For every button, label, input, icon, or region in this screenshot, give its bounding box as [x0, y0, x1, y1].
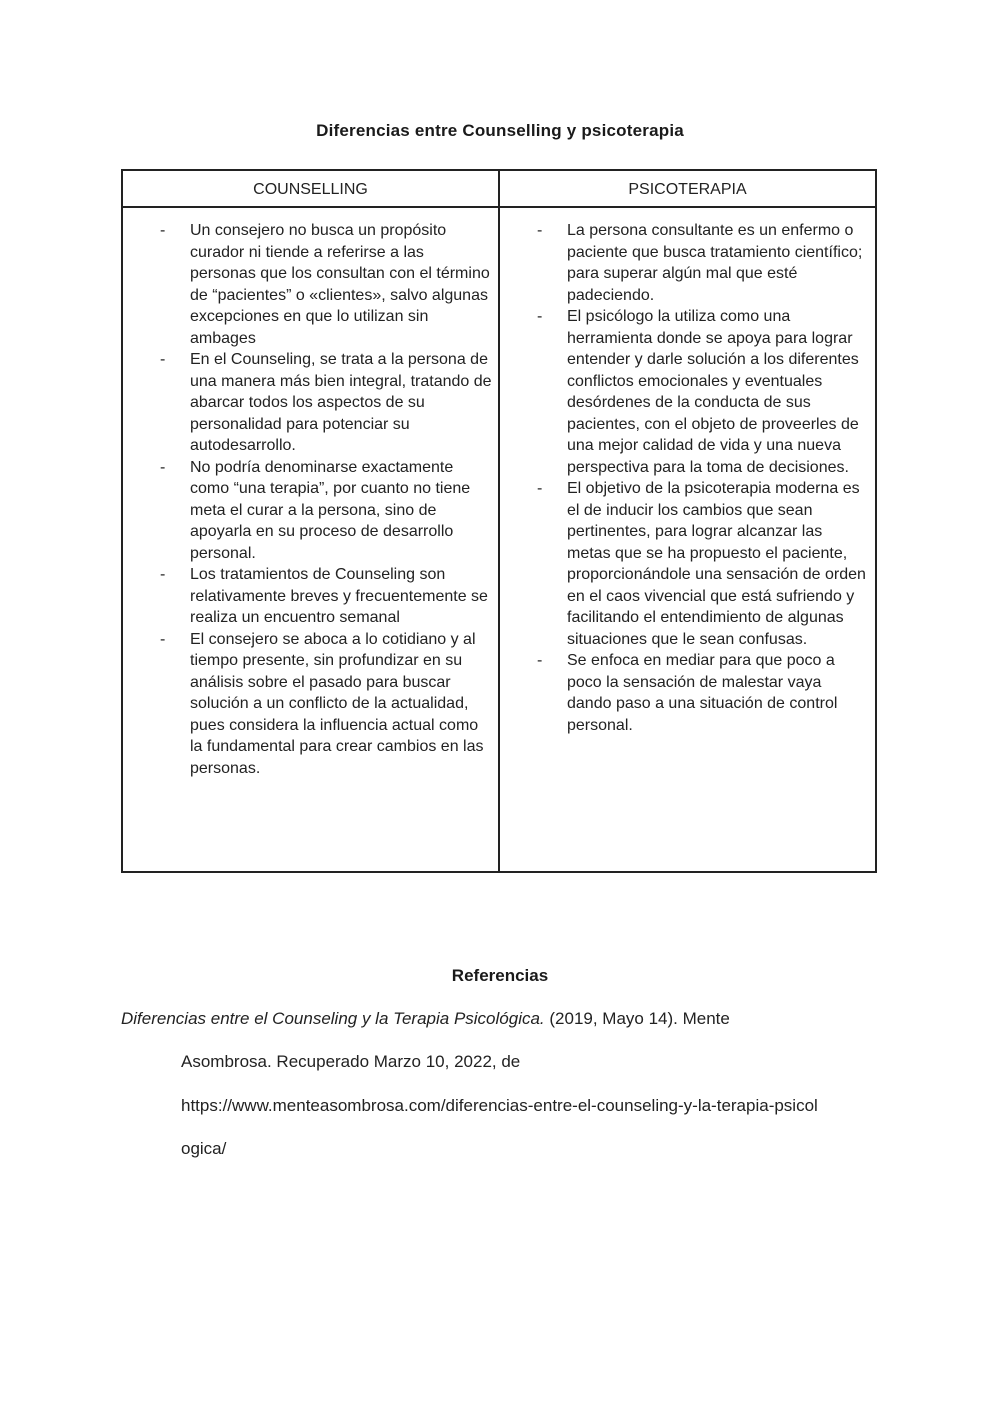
page-title: Diferencias entre Counselling y psicoterapia	[316, 121, 684, 140]
list-item-text: La persona consultante es un enfermo o paciente que busca tratamiento científico; para superar algún mal que esté padeciendo.	[567, 222, 863, 304]
dash-marker: -	[537, 308, 543, 325]
list-item	[160, 349, 492, 457]
list-item-text: Se enfoca en mediar para que poco a poco la sensación de malestar vaya dando paso a una situación de control personal.	[567, 652, 838, 734]
counselling-list	[123, 208, 498, 779]
list-item-text: El objetivo de la psicoterapia moderna es el de inducir los cambios que sean pertinentes, para lograr alcanzar las metas que se ha propuesto el paciente, proporcionándole una sensación de orden en el caos vivencial que está sufriendo y facilitando el entendimiento de algunas situaciones que le sean confusas.	[567, 480, 866, 648]
list-item-text: Los tratamientos de Counseling son relativamente breves y frecuentemente se realiza un encuentro semanal	[190, 566, 488, 626]
dash-marker: -	[160, 222, 166, 239]
comparison-table	[121, 169, 877, 873]
reference-url-continuation[interactable]: ogica/	[181, 1139, 227, 1158]
psicoterapia-column	[500, 171, 875, 871]
list-item-text: El psicólogo la utiliza como una herramienta donde se apoya para lograr entender y darle solución a los diferentes conflictos emocionales y eventuales desórdenes de la conducta de sus pacientes, con el objeto de proveerles de una mejor calidad de vida y una nueva perspectiva para la toma de decisiones.	[567, 308, 859, 476]
list-item	[537, 220, 869, 306]
counselling-column	[123, 171, 500, 871]
list-item	[160, 220, 492, 349]
psicoterapia-header: PSICOTERAPIA	[500, 171, 875, 208]
list-item-text: En el Counseling, se trata a la persona de una manera más bien integral, tratando de abarcar todos los aspectos de su personalidad para potenciar su autodesarrollo.	[190, 351, 492, 454]
references-heading: Referencias	[451, 966, 549, 985]
dash-marker: -	[160, 458, 166, 476]
list-item-text: Un consejero no busca un propósito curador ni tiende a referirse a las personas que los consultan con el término de “pacientes” o «clientes», salvo algunas excepciones en que lo utilizan sin ambages	[190, 222, 490, 347]
dash-marker: -	[160, 630, 166, 648]
list-item	[537, 306, 869, 478]
psicoterapia-list	[500, 208, 875, 736]
dash-marker: -	[160, 566, 166, 583]
reference-entry-line-1	[121, 1009, 730, 1029]
reference-url[interactable]: https://www.menteasombrosa.com/diferencias-entre-el-counseling-y-la-terapia-psicol	[181, 1096, 818, 1115]
list-item	[537, 478, 869, 650]
reference-entry-line-2: Asombrosa. Recuperado Marzo 10, 2022, de	[181, 1052, 521, 1071]
dash-marker: -	[537, 222, 543, 239]
list-item-text: El consejero se aboca a lo cotidiano y al tiempo presente, sin profundizar en su análisis sobre el pasado para buscar solución a un conflicto de la actualidad, pues considera la influencia actual como la fundamental para crear cambios en las personas.	[190, 630, 484, 777]
list-item	[160, 457, 492, 565]
reference-title: Diferencias entre el Counseling y la Terapia Psicológica.	[121, 1009, 545, 1028]
dash-marker: -	[537, 480, 543, 497]
list-item-text: No podría denominarse exactamente como “una terapia”, por cuanto no tiene meta el curar a la persona, sino de apoyarla en su proceso de desarrollo personal.	[190, 458, 471, 562]
list-item	[160, 564, 492, 629]
dash-marker: -	[160, 351, 166, 368]
reference-date: (2019, Mayo 14). Mente	[544, 1009, 730, 1028]
list-item	[537, 650, 869, 736]
dash-marker: -	[537, 652, 543, 669]
counselling-header: COUNSELLING	[123, 171, 498, 208]
list-item	[160, 629, 492, 780]
